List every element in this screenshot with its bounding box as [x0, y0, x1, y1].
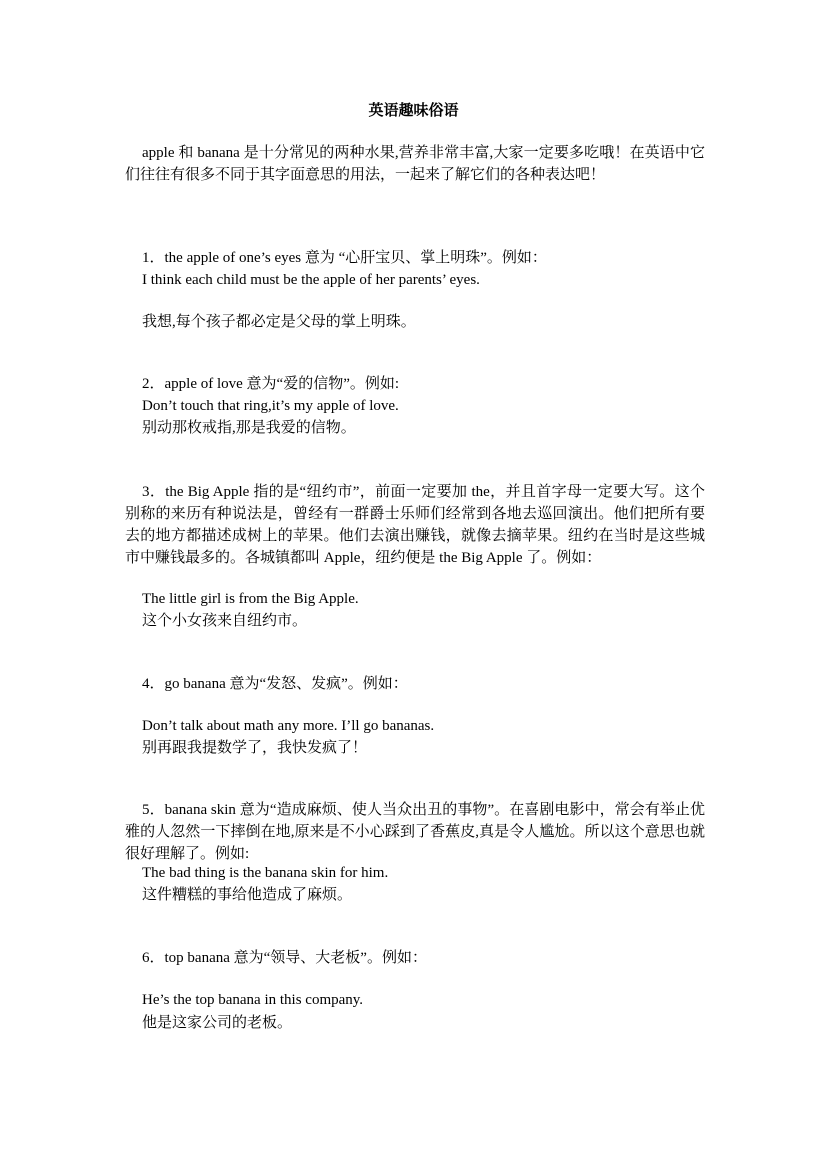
item-5-example-en: The bad thing is the banana skin for him. [142, 865, 389, 881]
item-3-example-zh: 这个小女孩来自纽约市。 [142, 613, 308, 629]
item-2-heading: 2．apple of love 意为“爱的信物”。例如: [142, 376, 400, 392]
item-1-example-en: I think each child must be the apple of her parents’ eyes. [142, 272, 480, 288]
item-6-example-en: He’s the top banana in this company. [142, 992, 364, 1008]
item-2-example-en: Don’t touch that ring,it’s my apple of love. [142, 398, 399, 414]
intro-paragraph: apple 和 banana 是十分常见的两种水果,营养非常丰富,大家一定要多吃哦！在英语中它们往往有很多不同于其字面意思的用法，一起来了解它们的各种表达吧！ [125, 145, 705, 183]
item-4-example-zh: 别再跟我提数学了，我快发疯了！ [142, 740, 368, 756]
page-title: 英语趣味俗语 [368, 103, 459, 119]
item-5-example-zh: 这件糟糕的事给他造成了麻烦。 [142, 887, 353, 903]
item-6-example-zh: 他是这家公司的老板。 [142, 1015, 293, 1031]
item-5-heading: 5．banana skin 意为“造成麻烦、使人当众出丑的事物”。在喜剧电影中，常会有举止优雅的人忽然一下摔倒在地,原来是不小心踩到了香蕉皮,真是令人尴尬。所以这个意思也就很好理解了。例如: [125, 802, 705, 862]
item-6-heading: 6．top banana 意为“领导、大老板”。例如： [142, 950, 427, 966]
item-4-example-en: Don’t talk about math any more. I’ll go bananas. [142, 718, 435, 734]
item-1-example-zh: 我想,每个孩子都必定是父母的掌上明珠。 [142, 314, 416, 330]
item-1-heading: 1．the apple of one’s eyes 意为 “心肝宝贝、掌上明珠”。例如： [142, 250, 547, 266]
item-4-heading: 4．go banana 意为“发怒、发疯”。例如： [142, 676, 408, 692]
item-2-example-zh: 别动那枚戒指,那是我爱的信物。 [142, 420, 356, 436]
item-3-example-en: The little girl is from the Big Apple. [142, 591, 359, 607]
item-3-heading: 3．the Big Apple 指的是“纽约市”，前面一定要加 the，并且首字母一定要大写。这个别称的来历有种说法是，曾经有一群爵士乐师们经常到各地去巡回演出。他们把所有要去的地方都描述成树上的苹果。他们去演出赚钱，就像去摘苹果。纽约在当时是这些城市中赚钱最多的。各城镇都叫 Apple，纽约便是 the Big Apple 了。例如： [125, 484, 705, 566]
